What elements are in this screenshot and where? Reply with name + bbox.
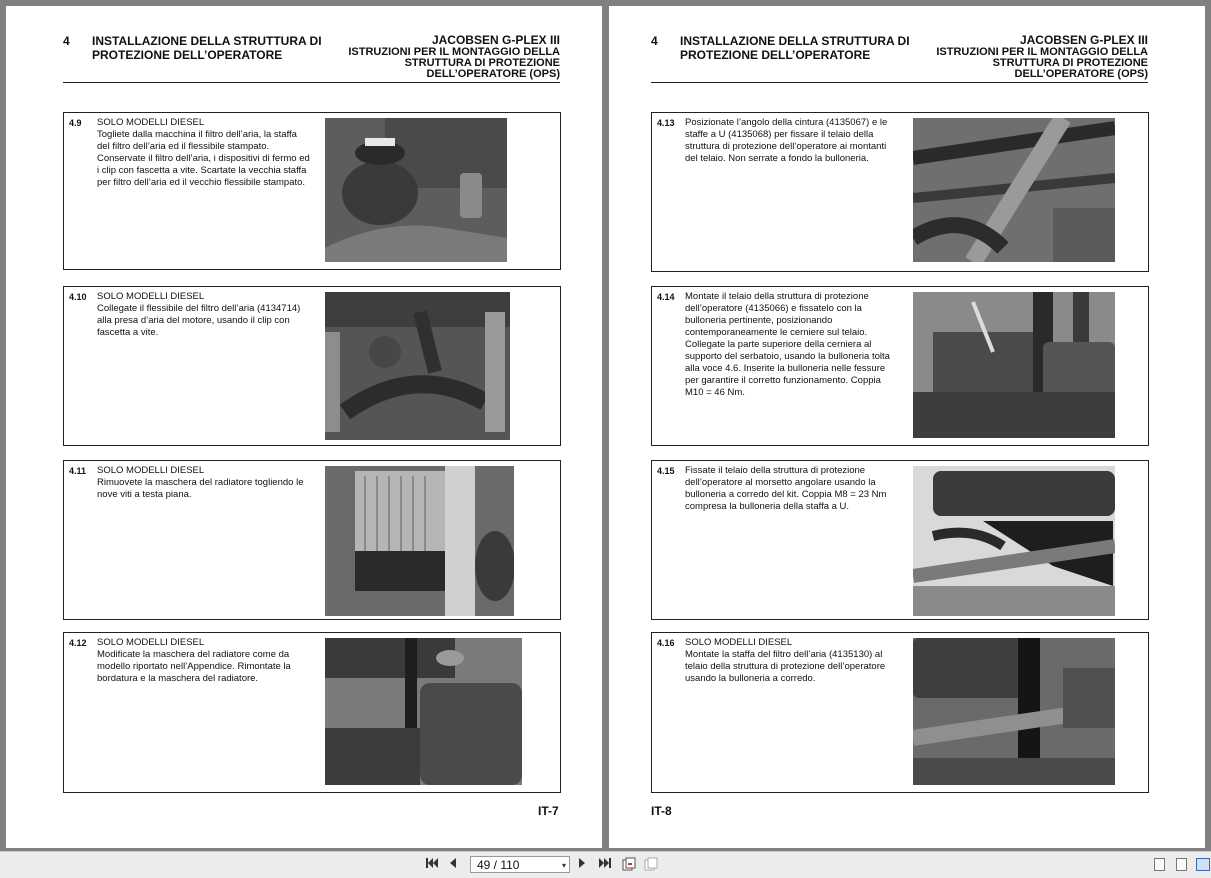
step-block <box>63 632 561 793</box>
right-page <box>609 6 1205 848</box>
step-block <box>63 286 561 446</box>
step-photo <box>913 292 1115 438</box>
step-number: 4.14 <box>657 292 675 302</box>
step-number: 4.13 <box>657 118 675 128</box>
step-number: 4.9 <box>69 118 82 128</box>
step-description: Modificate la maschera del radiatore come da modello riportato nell’Appendice. Rimontate la bordatura e la maschera del radiatore. <box>97 649 291 684</box>
brand-title: JACOBSEN G-PLEX III <box>1019 33 1148 47</box>
step-description: Montate il telaio della struttura di protezione dell’operatore (4135066) e fissatelo con la bulloneria pertinente, posizionando contemporaneamente le cerniere sul telaio. Collegate la parte superiore della cerniera al supporto del serbatoio, usando la bulloneria tolta alla voce 4.6. Inserite la bulloneria nelle fessure per garantire il corretto funzionamento. Coppia M10 = 46 Nm. <box>685 291 890 398</box>
step-description: Montate la staffa del filtro dell’aria (4135130) al telaio della struttura di protezione dell’operatore usando la bulloneria a corredo. <box>685 649 886 684</box>
go-forward-view-icon[interactable] <box>644 857 658 874</box>
step-photo <box>913 466 1115 616</box>
previous-page-icon[interactable] <box>449 857 457 872</box>
two-page-view-icon[interactable] <box>1196 858 1210 871</box>
step-description: Posizionate l’angolo della cintura (4135067) e le staffe a U (4135068) per fissare il telaio della struttura di protezione dell’operatore ai montanti del telaio. Non serrate a fondo la bulloneria. <box>685 117 888 164</box>
chapter-number: 4 <box>651 34 658 48</box>
step-number: 4.12 <box>69 638 87 648</box>
continuous-view-icon[interactable] <box>1176 858 1187 871</box>
step-text <box>685 465 900 513</box>
step-block <box>651 460 1149 620</box>
step-number: 4.11 <box>69 466 87 476</box>
step-photo <box>325 292 510 440</box>
header-right <box>918 34 1148 80</box>
step-photo <box>913 118 1115 262</box>
step-photo <box>325 466 514 616</box>
header-rule <box>651 82 1148 83</box>
step-block <box>651 632 1149 793</box>
last-page-icon[interactable] <box>598 857 611 872</box>
step-title: SOLO MODELLI DIESEL <box>97 291 205 302</box>
step-text <box>97 117 312 189</box>
step-block <box>63 460 561 620</box>
step-text <box>685 117 900 165</box>
step-description: Collegate il flessibile del filtro dell’aria (4134714) alla presa d’aria del motore, usando il clip con fascetta a vite. <box>97 303 301 338</box>
step-block <box>651 112 1149 272</box>
page-number: IT-8 <box>651 804 672 818</box>
chapter-title: INSTALLAZIONE DELLA STRUTTURA DI PROTEZIONE DELL’OPERATORE <box>92 34 322 62</box>
document-title: ISTRUZIONI PER IL MONTAGGIO DELLA STRUTTURA DI PROTEZIONE DELL’OPERATORE (OPS) <box>936 46 1148 80</box>
step-block <box>63 112 561 270</box>
step-text <box>97 637 312 685</box>
step-description: Fissate il telaio della struttura di protezione dell’operatore al morsetto angolare usando la bulloneria a corredo del kit. Coppia M8 = 23 Nm compresa la bulloneria della staffa a U. <box>685 465 887 512</box>
left-page <box>6 6 602 848</box>
go-back-view-icon[interactable] <box>622 857 636 874</box>
single-page-view-icon[interactable] <box>1154 858 1165 871</box>
header-rule <box>63 82 560 83</box>
page-number-input[interactable] <box>470 856 570 873</box>
step-title: SOLO MODELLI DIESEL <box>97 117 205 128</box>
dropdown-arrow-icon[interactable]: ▾ <box>561 861 566 870</box>
step-text <box>97 291 312 339</box>
page-number-display: 49 / 110 <box>477 858 520 872</box>
step-title: SOLO MODELLI DIESEL <box>97 637 205 648</box>
step-description: Rimuovete la maschera del radiatore togliendo le nove viti a testa piana. <box>97 477 304 500</box>
chapter-title: INSTALLAZIONE DELLA STRUTTURA DI PROTEZIONE DELL’OPERATORE <box>680 34 910 62</box>
step-photo <box>325 118 507 262</box>
page-number: IT-7 <box>538 804 559 818</box>
step-text <box>97 465 312 501</box>
header-right <box>330 34 560 80</box>
next-page-icon[interactable] <box>578 857 586 872</box>
navigation-toolbar <box>0 851 1211 878</box>
step-description: Togliete dalla macchina il filtro dell’aria, la staffa del filtro dell’aria ed il flessibile stampato. Conservate il filtro dell’aria, i dispositivi di fermo ed i clip con fascetta a vite. Scartate la vecchia staffa per filtro dell’aria ed il vecchio flessibile stampato. <box>97 129 310 188</box>
first-page-icon[interactable] <box>426 857 439 872</box>
step-text <box>685 291 900 399</box>
step-title: SOLO MODELLI DIESEL <box>685 637 793 648</box>
step-number: 4.15 <box>657 466 675 476</box>
document-title: ISTRUZIONI PER IL MONTAGGIO DELLA STRUTTURA DI PROTEZIONE DELL’OPERATORE (OPS) <box>348 46 560 80</box>
step-block <box>651 286 1149 446</box>
step-title: SOLO MODELLI DIESEL <box>97 465 205 476</box>
brand-title: JACOBSEN G-PLEX III <box>431 33 560 47</box>
chapter-number: 4 <box>63 34 70 48</box>
step-number: 4.10 <box>69 292 87 302</box>
step-number: 4.16 <box>657 638 675 648</box>
step-photo <box>325 638 522 785</box>
step-text <box>685 637 900 685</box>
step-photo <box>913 638 1115 785</box>
